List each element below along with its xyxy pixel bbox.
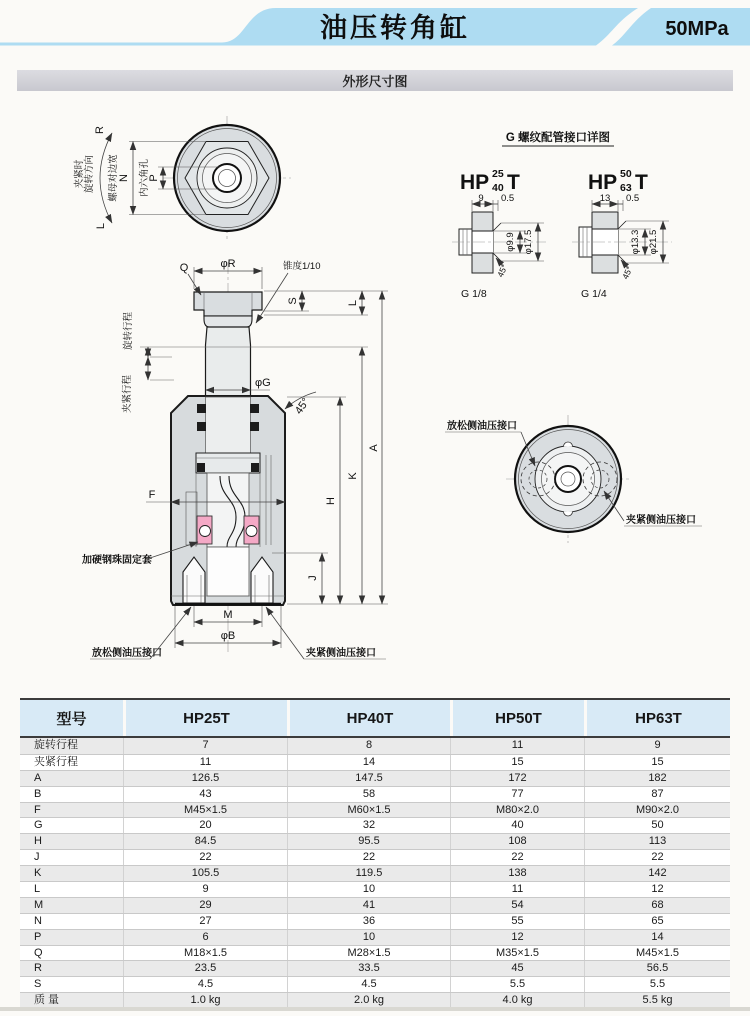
row-label: 旋转行程 bbox=[34, 739, 78, 751]
svg-text:T: T bbox=[635, 171, 648, 194]
row-label: Q bbox=[34, 946, 43, 959]
row-value: 5.5 kg bbox=[584, 993, 730, 1008]
dim-05-left: 0.5 bbox=[501, 193, 515, 204]
col-header-hp63t: HP63T bbox=[584, 700, 730, 736]
row-value: 2.0 kg bbox=[287, 993, 450, 1008]
row-value: 5.5 bbox=[450, 977, 584, 992]
thread-size-g14: G 1/4 bbox=[581, 288, 607, 300]
row-value: 6 bbox=[123, 930, 287, 945]
nut-width-label: 螺母对边宽 bbox=[108, 154, 119, 202]
row-value: 105.5 bbox=[123, 866, 287, 881]
spec-table bbox=[20, 698, 730, 1010]
dim-l-main: L bbox=[347, 299, 359, 307]
dim-phi133: φ13.3 bbox=[630, 229, 641, 255]
spec-table-header bbox=[20, 700, 730, 738]
table-row bbox=[20, 865, 730, 881]
row-value: 8 bbox=[287, 738, 450, 754]
dim-h: H bbox=[325, 497, 337, 505]
row-value: 11 bbox=[123, 755, 287, 770]
svg-text:HP: HP bbox=[460, 171, 490, 194]
row-value: 1.0 kg bbox=[123, 993, 287, 1008]
clamp-stroke-label: 夹紧行程 bbox=[122, 374, 133, 414]
table-row bbox=[20, 738, 730, 754]
row-value: 20 bbox=[123, 818, 287, 833]
table-row bbox=[20, 833, 730, 849]
row-value: 27 bbox=[123, 914, 287, 929]
top-view bbox=[73, 116, 291, 242]
table-row bbox=[20, 802, 730, 818]
model-label-hp2540 bbox=[460, 168, 520, 194]
row-value: M35×1.5 bbox=[450, 946, 584, 961]
row-value: 36 bbox=[287, 914, 450, 929]
row-value: 172 bbox=[450, 771, 584, 786]
row-value: 4.5 bbox=[123, 977, 287, 992]
dim-phi-b: φB bbox=[220, 630, 236, 642]
dim-45-left: 45° bbox=[495, 262, 510, 279]
row-value: 43 bbox=[123, 787, 287, 802]
rotation-dir-label: 旋转方向 bbox=[84, 154, 95, 194]
bottom-release-port-label: 放松侧油压接口 bbox=[447, 421, 517, 432]
hex-socket-label: 内六角孔 bbox=[139, 158, 150, 198]
row-value: 15 bbox=[450, 755, 584, 770]
table-row bbox=[20, 929, 730, 945]
row-label: L bbox=[34, 883, 41, 896]
dim-f: F bbox=[148, 489, 156, 501]
row-label: A bbox=[34, 771, 42, 784]
row-value: M60×1.5 bbox=[287, 803, 450, 818]
svg-text:63: 63 bbox=[620, 182, 632, 194]
table-row bbox=[20, 849, 730, 865]
row-value: 45 bbox=[450, 961, 584, 976]
port-section-g18 bbox=[452, 193, 546, 300]
dimension-drawing bbox=[0, 95, 750, 685]
port-section-g14 bbox=[572, 193, 672, 300]
row-label: B bbox=[34, 787, 42, 800]
row-label: S bbox=[34, 978, 42, 991]
table-row bbox=[20, 897, 730, 913]
spec-table-body bbox=[20, 738, 730, 1008]
row-label: H bbox=[34, 835, 42, 848]
dim-phi215: φ21.5 bbox=[648, 229, 659, 255]
dim-9: 9 bbox=[478, 193, 484, 204]
row-label: 夹紧行程 bbox=[34, 755, 78, 768]
row-label: R bbox=[34, 962, 42, 975]
row-value: 14 bbox=[584, 930, 730, 945]
svg-text:HP: HP bbox=[588, 171, 618, 194]
section-bar bbox=[17, 70, 733, 91]
ball-sleeve-label: 加硬钢珠固定套 bbox=[82, 555, 152, 566]
row-label: M bbox=[34, 898, 44, 911]
row-value: M45×1.5 bbox=[584, 946, 730, 961]
row-value: 4.5 bbox=[287, 977, 450, 992]
row-value: 182 bbox=[584, 771, 730, 786]
row-value: 56.5 bbox=[584, 961, 730, 976]
row-value: 5.5 bbox=[584, 977, 730, 992]
thread-detail bbox=[452, 130, 672, 300]
thread-detail-title: G 螺纹配管接口详图 bbox=[505, 132, 611, 144]
release-port-label: 放松侧油压接口 bbox=[92, 648, 162, 659]
row-value: 58 bbox=[287, 787, 450, 802]
table-row bbox=[20, 817, 730, 833]
col-header-model: 型号 bbox=[56, 710, 87, 728]
row-value: 22 bbox=[123, 850, 287, 865]
row-value: 65 bbox=[584, 914, 730, 929]
thread-size-g18: G 1/8 bbox=[461, 288, 487, 300]
dim-p: P bbox=[148, 174, 160, 182]
row-value: 29 bbox=[123, 898, 287, 913]
dim-13: 13 bbox=[599, 193, 611, 204]
row-value: 119.5 bbox=[287, 866, 450, 881]
row-value: 14 bbox=[287, 755, 450, 770]
dim-l: L bbox=[95, 222, 107, 230]
row-value: 23.5 bbox=[123, 961, 287, 976]
section-title: 外形尺寸图 bbox=[342, 74, 408, 89]
row-value: M80×2.0 bbox=[450, 803, 584, 818]
model-label-hp5063 bbox=[588, 168, 648, 194]
row-value: M45×1.5 bbox=[123, 803, 287, 818]
page-header bbox=[0, 0, 750, 58]
row-value: 7 bbox=[123, 738, 287, 754]
row-value: M28×1.5 bbox=[287, 946, 450, 961]
row-value: 126.5 bbox=[123, 771, 287, 786]
row-value: 77 bbox=[450, 787, 584, 802]
row-value: 87 bbox=[584, 787, 730, 802]
row-value: 11 bbox=[450, 882, 584, 897]
dim-angle: 45° bbox=[292, 396, 313, 417]
svg-text:25: 25 bbox=[492, 168, 504, 180]
table-row bbox=[20, 786, 730, 802]
row-value: 142 bbox=[584, 866, 730, 881]
page-bottom-divider bbox=[0, 1007, 750, 1011]
row-value: 50 bbox=[584, 818, 730, 833]
row-value: 33.5 bbox=[287, 961, 450, 976]
row-value: 10 bbox=[287, 930, 450, 945]
row-value: 55 bbox=[450, 914, 584, 929]
table-row bbox=[20, 754, 730, 770]
table-row bbox=[20, 976, 730, 992]
table-row bbox=[20, 913, 730, 929]
row-value: 22 bbox=[287, 850, 450, 865]
row-value: 84.5 bbox=[123, 834, 287, 849]
bottom-clamp-port-label: 夹紧侧油压接口 bbox=[626, 515, 696, 526]
row-label: P bbox=[34, 930, 42, 943]
table-row bbox=[20, 770, 730, 786]
row-value: 68 bbox=[584, 898, 730, 913]
table-row bbox=[20, 992, 730, 1008]
row-value: M90×2.0 bbox=[584, 803, 730, 818]
row-value: 9 bbox=[123, 882, 287, 897]
row-value: 12 bbox=[450, 930, 584, 945]
row-value: 32 bbox=[287, 818, 450, 833]
row-value: 95.5 bbox=[287, 834, 450, 849]
dim-j: J bbox=[307, 575, 319, 581]
row-label: J bbox=[34, 851, 40, 864]
dim-phi-g: φG bbox=[255, 377, 271, 389]
table-row bbox=[20, 881, 730, 897]
dim-n: N bbox=[118, 174, 130, 182]
row-value: 147.5 bbox=[287, 771, 450, 786]
clamp-port-label: 夹紧侧油压接口 bbox=[306, 648, 376, 659]
row-value: 113 bbox=[584, 834, 730, 849]
dim-m: M bbox=[223, 609, 233, 621]
row-value: 108 bbox=[450, 834, 584, 849]
dim-phi99: φ9.9 bbox=[505, 232, 516, 252]
col-header-hp40t: HP40T bbox=[287, 700, 450, 736]
col-header-hp50t: HP50T bbox=[450, 700, 584, 736]
page-title: 油压转角缸 bbox=[320, 13, 470, 43]
svg-text:50: 50 bbox=[620, 168, 632, 180]
col-header-hp25t: HP25T bbox=[123, 700, 287, 736]
dim-r: R bbox=[94, 126, 106, 134]
row-value: 15 bbox=[584, 755, 730, 770]
pressure-rating: 50MPa bbox=[665, 18, 729, 40]
row-value: 138 bbox=[450, 866, 584, 881]
dim-s: S bbox=[287, 297, 299, 305]
row-label: F bbox=[34, 803, 41, 816]
row-value: 9 bbox=[584, 738, 730, 754]
table-row bbox=[20, 960, 730, 976]
row-value: 54 bbox=[450, 898, 584, 913]
dim-phi-r: φR bbox=[220, 258, 236, 270]
row-value: 12 bbox=[584, 882, 730, 897]
rotation-stroke-label: 旋转行程 bbox=[123, 311, 134, 351]
svg-text:T: T bbox=[507, 171, 520, 194]
dim-45-right: 45° bbox=[620, 264, 635, 281]
row-label: N bbox=[34, 914, 42, 927]
row-label: K bbox=[34, 867, 42, 880]
dim-a: A bbox=[368, 444, 380, 452]
svg-text:40: 40 bbox=[492, 182, 504, 194]
row-value: 22 bbox=[450, 850, 584, 865]
main-section-view bbox=[81, 258, 388, 659]
row-value: 11 bbox=[450, 738, 584, 754]
row-label: 质 量 bbox=[34, 994, 60, 1007]
row-value: 4.0 kg bbox=[450, 993, 584, 1008]
row-label: G bbox=[34, 819, 43, 832]
bottom-view bbox=[445, 415, 702, 543]
dim-q: Q bbox=[179, 262, 189, 274]
row-value: 41 bbox=[287, 898, 450, 913]
dim-05-right: 0.5 bbox=[626, 193, 640, 204]
row-value: 22 bbox=[584, 850, 730, 865]
dim-phi175: φ17.5 bbox=[523, 229, 534, 255]
row-value: M18×1.5 bbox=[123, 946, 287, 961]
table-row bbox=[20, 945, 730, 961]
dim-k: K bbox=[347, 472, 359, 480]
row-value: 40 bbox=[450, 818, 584, 833]
row-value: 10 bbox=[287, 882, 450, 897]
clamp-time-label: 夹紧时 bbox=[74, 159, 85, 189]
taper-label: 锥度1/10 bbox=[283, 261, 321, 272]
